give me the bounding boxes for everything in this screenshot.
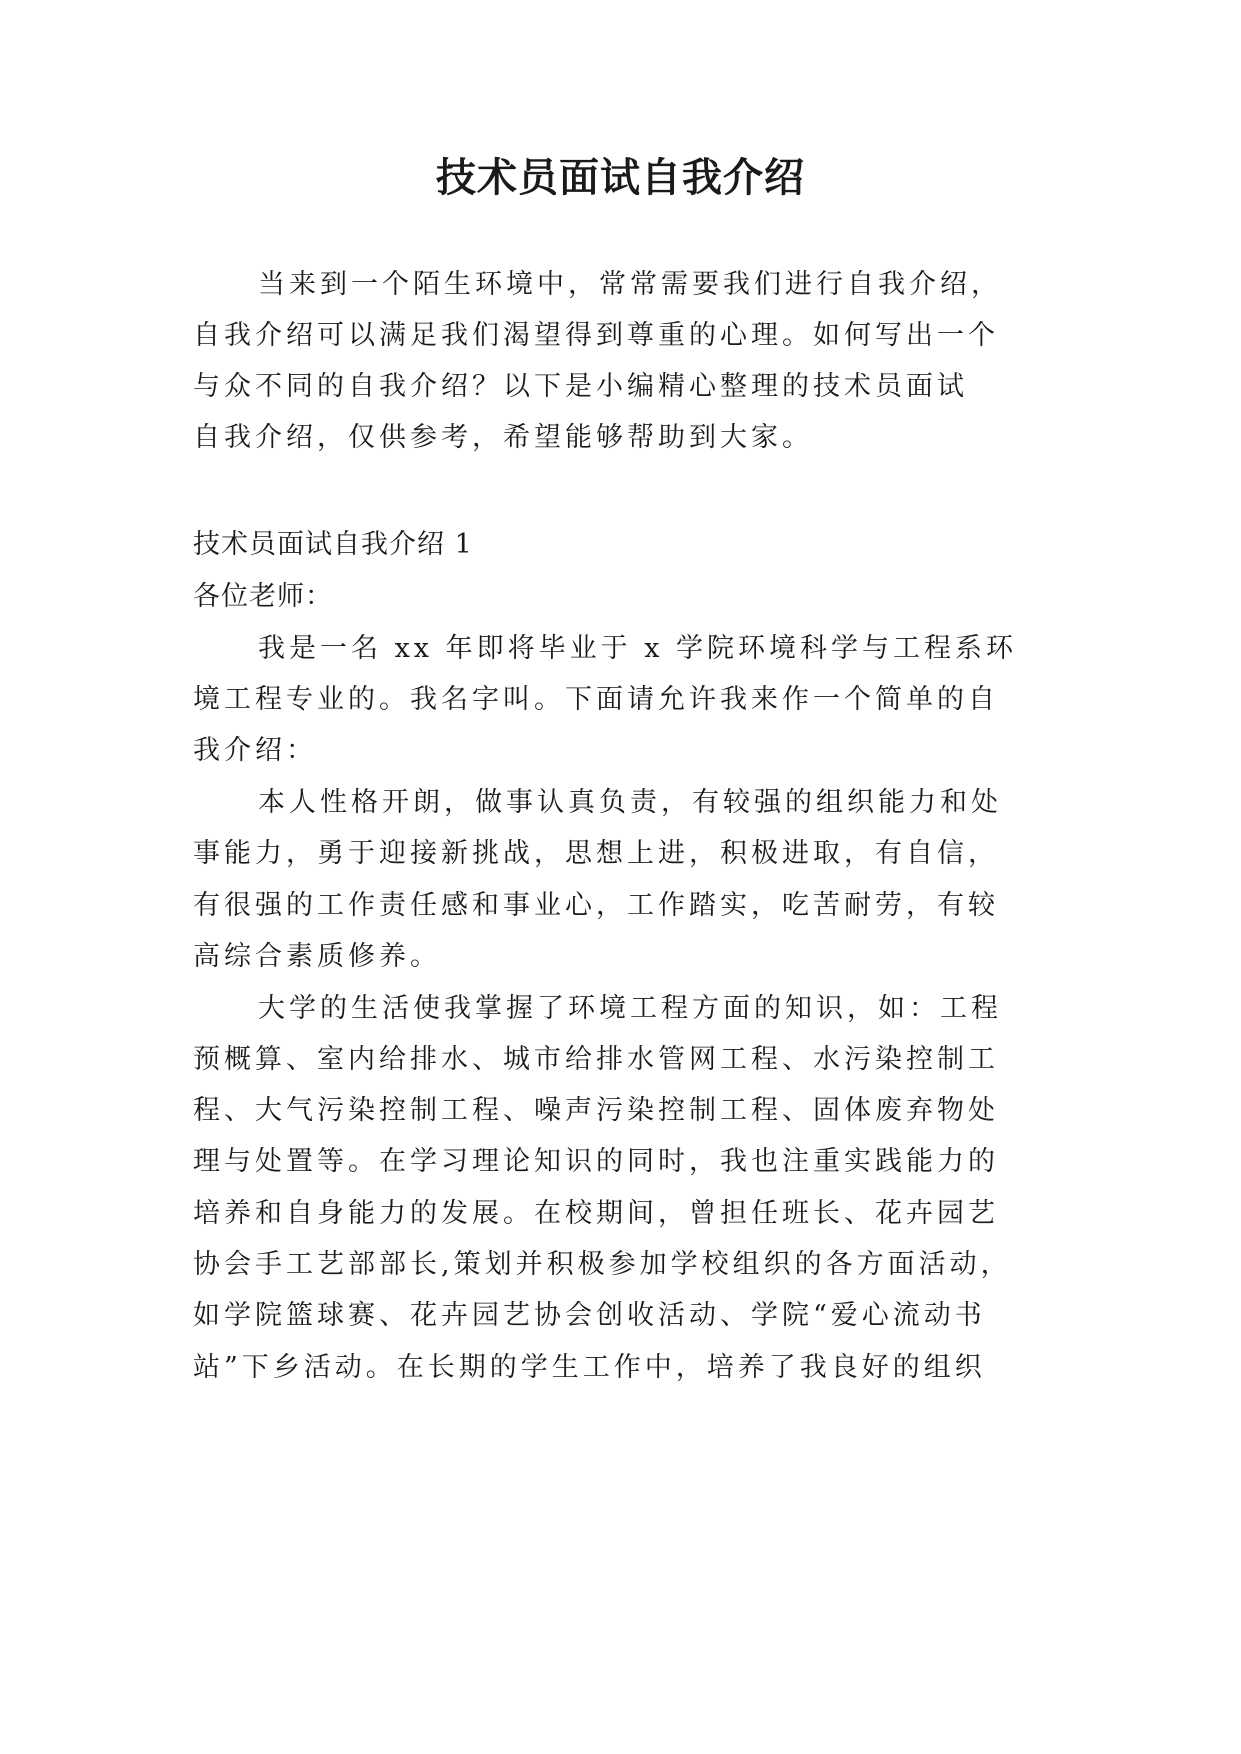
section-heading: 技术员面试自我介绍 1 — [193, 529, 473, 560]
paragraph-line: 我介绍： — [193, 735, 317, 766]
intro-line: 自我介绍，仅供参考，希望能够帮助到大家。 — [193, 422, 813, 453]
intro-line: 自我介绍可以满足我们渴望得到尊重的心理。如何写出一个 — [193, 320, 999, 351]
paragraph-line: 本人性格开朗，做事认真负责，有较强的组织能力和处 — [258, 787, 1002, 818]
paragraph-line: 理与处置等。在学习理论知识的同时，我也注重实践能力的 — [193, 1146, 999, 1177]
paragraph-line: 事能力，勇于迎接新挑战，思想上进，积极进取，有自信， — [193, 838, 999, 869]
paragraph-line: 程、大气污染控制工程、噪声污染控制工程、固体废弃物处 — [193, 1095, 999, 1126]
intro-line: 与众不同的自我介绍？以下是小编精心整理的技术员面试 — [193, 371, 968, 402]
paragraph-line: 我是一名 xx 年即将毕业于 x 学院环境科学与工程系环 — [258, 633, 1018, 664]
paragraph-line: 大学的生活使我掌握了环境工程方面的知识，如：工程 — [258, 993, 1002, 1024]
paragraph-line: 有很强的工作责任感和事业心，工作踏实，吃苦耐劳，有较 — [193, 890, 999, 921]
intro-line: 当来到一个陌生环境中，常常需要我们进行自我介绍， — [258, 269, 1002, 300]
paragraph-line: 如学院篮球赛、花卉园艺协会创收活动、学院“爱心流动书 — [193, 1300, 986, 1331]
paragraph-line: 协会手工艺部部长,策划并积极参加学校组织的各方面活动， — [193, 1249, 1012, 1280]
paragraph-line: 预概算、室内给排水、城市给排水管网工程、水污染控制工 — [193, 1044, 999, 1075]
paragraph-line: 培养和自身能力的发展。在校期间，曾担任班长、花卉园艺 — [193, 1198, 999, 1229]
salutation: 各位老师： — [193, 581, 333, 612]
paragraph-line: 高综合素质修养。 — [193, 941, 441, 972]
paragraph-line: 站”下乡活动。在长期的学生工作中，培养了我良好的组织 — [193, 1352, 986, 1383]
paragraph-line: 境工程专业的。我名字叫。下面请允许我来作一个简单的自 — [193, 684, 999, 715]
document-title: 技术员面试自我介绍 — [436, 154, 805, 201]
